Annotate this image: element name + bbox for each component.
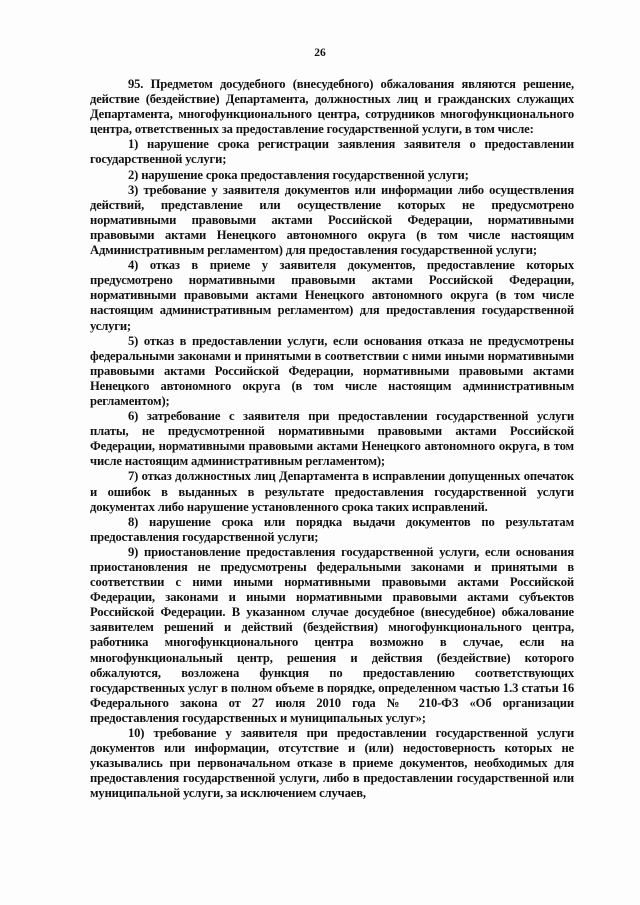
list-item-6: 6) затребование с заявителя при предоставлении государственной услуги платы, не предусмотренной нормативными правовыми актами Российской Федерации, нормативными правовыми актами Ненецкого автономного округа, в том числе настоящим административным регламентом); [90, 409, 574, 469]
paragraph-95: 95. Предметом досудебного (внесудебного) обжалования являются решение, действие (бездействие) Департамента, должностных лиц и гражданских служащих Департамента, многофункционального центра, сотрудников многофункционального центра, ответственных за предоставление государственной услуги, в том числе: [90, 77, 574, 137]
document-body [90, 77, 574, 802]
list-item-1: 1) нарушение срока регистрации заявления заявителя о предоставлении государственной услуги; [90, 137, 574, 167]
list-item-10: 10) требование у заявителя при предоставлении государственной услуги документов или информации, отсутствие и (или) недостоверность которых не указывались при первоначальном отказе в приеме документов, необходимых для предоставления государственной услуги, либо в предоставлении государственной или муниципальной услуги, за исключением случаев, [90, 726, 574, 801]
list-item-4: 4) отказ в приеме у заявителя документов, предоставление которых предусмотрено нормативными правовыми актами Российской Федерации, нормативными правовыми актами Ненецкого автономного округа (в том числе настоящим административным регламентом) для предоставления государственной услуги; [90, 258, 574, 333]
list-item-3: 3) требование у заявителя документов или информации либо осуществления действий, представление или осуществление которых не предусмотрено нормативными правовыми актами Российской Федерации, нормативными правовыми актами Ненецкого автономного округа (в том числе настоящим Административным регламентом) для предоставления государственной услуги; [90, 182, 574, 258]
list-item-9: 9) приостановление предоставления государственной услуги, если основания приостановления не предусмотрены федеральными законами и принятыми в соответствии с ними иными нормативными правовыми актами Российской Федерации, законами и иными нормативными правовыми актами субъектов Российской Федерации. В указанном случае досудебное (внесудебное) обжалование заявителем решений и действий (бездействия) многофункционального центра, работника многофункционального центра возможно в случае, если на многофункциональный центр, решения и действия (бездействие) которого обжалуются, возложена функция по предоставлению соответствующих государственных услуг в полном объеме в порядке, определенном частью 1.3 статьи 16 Федерального закона от 27 июля 2010 года № 210-ФЗ «Об организации предоставления государственных и муниципальных услуг»; [90, 544, 574, 725]
list-item-5: 5) отказ в предоставлении услуги, если основания отказа не предусмотрены федеральными законами и принятыми в соответствии с ними иными нормативными правовыми актами Российской Федерации, нормативными правовыми актами Ненецкого автономного округа (в том числе настоящим административным регламентом); [90, 333, 574, 408]
page-number: 26 [314, 47, 326, 59]
list-item-2: 2) нарушение срока предоставления государственной услуги; [128, 167, 469, 182]
list-item-7: 7) отказ должностных лиц Департамента в исправлении допущенных опечаток и ошибок в выданных в результате предоставления государственной услуги документах либо нарушение установленного срока таких исправлений. [90, 469, 574, 514]
list-item-8: 8) нарушение срока или порядка выдачи документов по результатам предоставления государственной услуги; [90, 514, 574, 544]
